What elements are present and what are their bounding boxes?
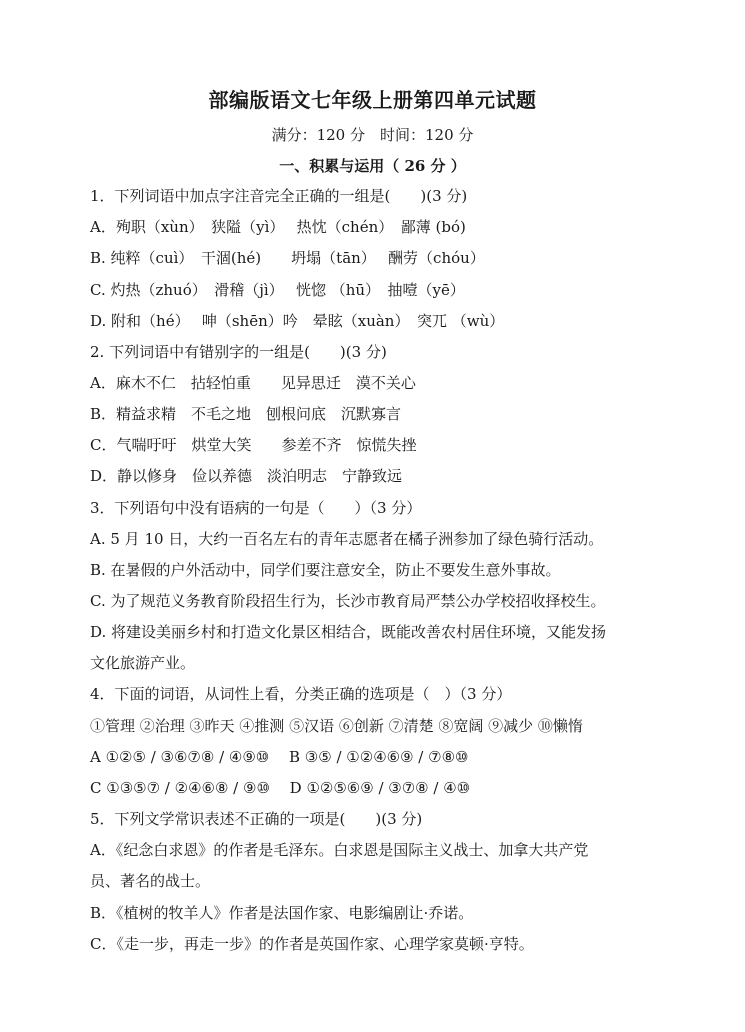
q2-option-d: D．静以修身 俭以养德 淡泊明志 宁静致远	[90, 467, 403, 485]
q2-stem: 2. 下列词语中有错别字的一组是( )(3 分)	[90, 343, 387, 361]
q1-stem: 1．下列词语中加点字注音完全正确的一组是( )(3 分)	[90, 187, 468, 205]
q5-option-a-line1: A．《纪念白求恩》的作者是毛泽东。白求恩是国际主义战士、加拿大共产党	[90, 841, 589, 859]
page-title: 部编版语文七年级上册第四单元试题	[208, 88, 537, 112]
q2-option-c: C．气喘吁吁 烘堂大笑 参差不齐 惊慌失挫	[90, 436, 417, 454]
q4-options-ab: A ①②⑤ / ③⑥⑦⑧ / ④⑨⑩ B ③⑤ / ①②④⑥⑨ / ⑦⑧⑩	[90, 748, 469, 766]
q3-option-d-line2: 文化旅游产业。	[90, 654, 196, 672]
q4-word-list: ①管理 ②治理 ③昨天 ④推测 ⑤汉语 ⑥创新 ⑦清楚 ⑧宽阔 ⑨减少 ⑩懒惰	[90, 717, 583, 735]
q4-options-cd: C ①③⑤⑦ / ②④⑥⑧ / ⑨⑩ D ①②⑤⑥⑨ / ③⑦⑧ / ④⑩	[90, 779, 471, 797]
q2-option-b: B．精益求精 不毛之地 刨根问底 沉默寡言	[90, 405, 402, 423]
q5-stem: 5．下列文学常识表述不正确的一项是( )(3 分)	[90, 810, 423, 828]
section-heading: 一、积累与运用（ 26 分 ）	[279, 157, 466, 175]
q3-option-a: A. 5 月 10 日，大约一百名左右的青年志愿者在橘子洲参加了绿色骑行活动。	[90, 530, 604, 548]
q4-stem: 4．下面的词语，从词性上看，分类正确的选项是（ ）（3 分）	[90, 685, 512, 703]
q3-stem: 3．下列语句中没有语病的一句是（ ）（3 分）	[90, 499, 422, 517]
q2-option-a: A．麻木不仁 拈轻怕重 见异思迁 漠不关心	[90, 374, 416, 392]
exam-info: 满分：120 分 时间：120 分	[271, 126, 474, 144]
q3-option-b: B. 在暑假的户外活动中，同学们要注意安全，防止不要发生意外事故。	[90, 561, 561, 579]
q1-option-a: A．殉职（xùn） 狭隘（yì） 热忱（chén） 鄙薄 (bó)	[90, 218, 466, 236]
q1-option-b: B. 纯粹（cuì） 干涸(hé) 坍塌（tān） 酬劳（chóu）	[90, 249, 485, 267]
q5-option-c: C．《走一步，再走一步》的作者是英国作家、心理学家莫顿·亨特。	[90, 935, 534, 953]
q5-option-b: B．《植树的牧羊人》作者是法国作家、电影编剧让·乔诺。	[90, 904, 474, 922]
q5-option-a-line2: 员、著名的战士。	[90, 872, 211, 890]
q3-option-d-line1: D. 将建设美丽乡村和打造文化景区相结合，既能改善农村居住环境，又能发扬	[90, 623, 607, 641]
q3-option-c: C. 为了规范义务教育阶段招生行为，长沙市教育局严禁公办学校招收择校生。	[90, 592, 606, 610]
q1-option-d: D. 附和（hé） 呻（shēn）吟 晕眩（xuàn） 突兀 （wù）	[90, 312, 505, 330]
q1-option-c: C. 灼热（zhuó） 滑稽（jì） 恍惚 （hū） 抽噎（yē）	[90, 281, 465, 299]
